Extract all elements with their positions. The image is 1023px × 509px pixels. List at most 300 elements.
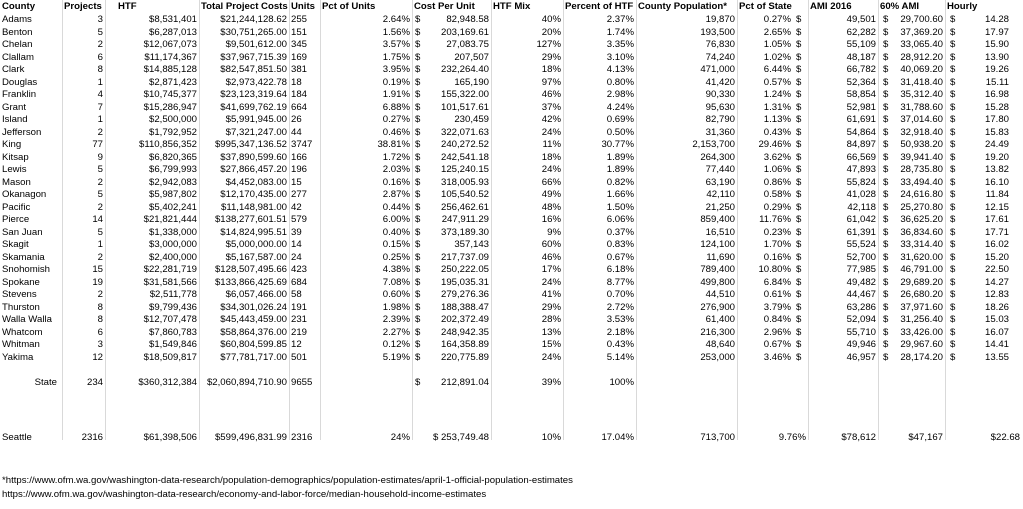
cell-60-ami[interactable]: 24,616.80 (900, 189, 943, 200)
cell-htf-mix[interactable]: 24% (541, 164, 561, 175)
cell-county-population[interactable]: 48,640 (705, 339, 735, 350)
cell-units[interactable]: 423 (291, 264, 308, 275)
cell-pct-of-units[interactable]: 0.60% (382, 289, 410, 300)
cell-hourly[interactable]: 13.55 (984, 351, 1009, 363)
cell-pct-of-state[interactable]: 0.16% (763, 251, 791, 263)
header-pct-of-units[interactable]: Pct of Units (322, 1, 376, 12)
cell-projects[interactable]: 1 (97, 76, 103, 88)
cell-htf[interactable]: $15,286,947 (143, 101, 197, 113)
cell-total-project-costs[interactable]: $27,866,457.20 (220, 164, 287, 175)
cell-county-population[interactable]: 19,870 (705, 14, 735, 25)
cell-hourly[interactable]: 13.82 (984, 164, 1009, 175)
seattle-cost-per-unit[interactable]: $ 253,749.48 (432, 432, 489, 443)
cell-projects[interactable]: 8 (97, 314, 103, 325)
cell-percent-of-htf[interactable]: 30.77% (601, 139, 634, 150)
cell-hourly[interactable]: 17.80 (984, 114, 1009, 125)
cell-htf[interactable]: $8,531,401 (148, 14, 197, 25)
cell-hourly[interactable]: 16.10 (984, 176, 1009, 188)
cell-htf[interactable]: $12,707,478 (143, 314, 197, 325)
cell-units[interactable]: 166 (291, 151, 308, 163)
cell-pct-of-units[interactable]: 5.19% (382, 351, 410, 363)
cell-units[interactable]: 58 (291, 289, 302, 300)
cell-pct-of-units[interactable]: 2.39% (382, 314, 410, 325)
cell-total-project-costs[interactable]: $133,866,425.69 (214, 276, 287, 288)
seattle-htf-mix[interactable]: 10% (541, 432, 561, 443)
cell-ami-2016[interactable]: 58,854 (846, 89, 876, 100)
cell-county-population[interactable]: 76,830 (705, 39, 735, 50)
cell-cost-per-unit[interactable]: 105,540.52 (440, 189, 489, 200)
cell-pct-of-state[interactable]: 0.29% (763, 201, 791, 213)
cell-htf-mix[interactable]: 40% (541, 14, 561, 25)
cell-hourly[interactable]: 19.20 (984, 151, 1009, 163)
cell-projects[interactable]: 1 (97, 239, 103, 250)
cell-htf[interactable]: $1,338,000 (148, 226, 197, 238)
cell-units[interactable]: 15 (291, 176, 302, 188)
cell-htf-mix[interactable]: 42% (541, 114, 561, 125)
cell-ami-2016[interactable]: 77,985 (846, 264, 876, 275)
cell-projects[interactable]: 6 (97, 51, 103, 63)
cell-cost-per-unit[interactable]: 279,276.36 (440, 289, 489, 300)
cell-pct-of-units[interactable]: 0.15% (382, 239, 410, 250)
cell-projects[interactable]: 1 (97, 114, 103, 125)
cell-ami-2016[interactable]: 52,981 (846, 101, 876, 113)
cell-units[interactable]: 26 (291, 114, 302, 125)
cell-units[interactable]: 42 (291, 201, 302, 213)
cell-pct-of-units[interactable]: 1.56% (382, 26, 410, 38)
cell-pct-of-state[interactable]: 0.43% (763, 126, 791, 138)
cell-hourly[interactable]: 15.03 (984, 314, 1009, 325)
cell-units[interactable]: 579 (291, 214, 308, 225)
cell-percent-of-htf[interactable]: 3.53% (606, 314, 634, 325)
header-percent-of-htf[interactable]: Percent of HTF (565, 1, 634, 12)
cell-total-project-costs[interactable]: $9,501,612.00 (225, 39, 287, 50)
cell-total-project-costs[interactable]: $45,443,459.00 (220, 314, 287, 325)
cell-60-ami[interactable]: 31,418.40 (900, 76, 943, 88)
cell-cost-per-unit[interactable]: 165,190 (454, 76, 489, 88)
header-units[interactable]: Units (291, 1, 315, 12)
cell-total-project-costs[interactable]: $5,991,945.00 (225, 114, 287, 125)
cell-hourly[interactable]: 13.90 (984, 51, 1009, 63)
cell-county-population[interactable]: 276,900 (700, 301, 735, 313)
cell-htf-mix[interactable]: 97% (541, 76, 561, 88)
cell-pct-of-units[interactable]: 2.03% (382, 164, 410, 175)
cell-projects[interactable]: 5 (97, 164, 103, 175)
cell-units[interactable]: 345 (291, 39, 308, 50)
cell-units[interactable]: 684 (291, 276, 308, 288)
cell-county-population[interactable]: 90,330 (705, 89, 735, 100)
cell-units[interactable]: 219 (291, 326, 308, 338)
cell-hourly[interactable]: 16.98 (984, 89, 1009, 100)
cell-pct-of-state[interactable]: 1.06% (763, 164, 791, 175)
cell-cost-per-unit[interactable]: 373,189.30 (440, 226, 489, 238)
cell-htf[interactable]: $2,871,423 (148, 76, 197, 88)
cell-pct-of-state[interactable]: 3.46% (763, 351, 791, 363)
cell-60-ami[interactable]: 31,788.60 (900, 101, 943, 113)
cell-percent-of-htf[interactable]: 6.18% (606, 264, 634, 275)
cell-pct-of-state[interactable]: 1.24% (763, 89, 791, 100)
cell-htf[interactable]: $9,799,436 (148, 301, 197, 313)
cell-cost-per-unit[interactable]: 27,083.75 (446, 39, 489, 50)
cell-units[interactable]: 381 (291, 64, 308, 75)
cell-htf-mix[interactable]: 46% (541, 89, 561, 100)
cell-percent-of-htf[interactable]: 4.24% (606, 101, 634, 113)
cell-county-population[interactable]: 2,153,700 (692, 139, 735, 150)
cell-cost-per-unit[interactable]: 155,322.00 (440, 89, 489, 100)
cell-units[interactable]: 14 (291, 239, 302, 250)
cell-pct-of-units[interactable]: 0.16% (382, 176, 410, 188)
header-cost-per-unit[interactable]: Cost Per Unit (414, 1, 475, 12)
cell-pct-of-units[interactable]: 2.87% (382, 189, 410, 200)
cell-county[interactable]: King (2, 139, 22, 150)
cell-county-population[interactable]: 82,790 (705, 114, 735, 125)
cell-county-population[interactable]: 16,510 (705, 226, 735, 238)
cell-total-project-costs[interactable]: $7,321,247.00 (225, 126, 287, 138)
cell-county[interactable]: Grant (2, 101, 26, 113)
cell-units[interactable]: 151 (291, 26, 308, 38)
cell-projects[interactable]: 7 (97, 101, 103, 113)
cell-ami-2016[interactable]: 55,524 (846, 239, 876, 250)
cell-60-ami[interactable]: 37,014.60 (900, 114, 943, 125)
cell-pct-of-state[interactable]: 0.58% (763, 189, 791, 200)
cell-county[interactable]: Whitman (2, 339, 40, 350)
cell-pct-of-state[interactable]: 6.84% (763, 276, 791, 288)
seattle-population[interactable]: 713,700 (700, 432, 735, 443)
cell-pct-of-units[interactable]: 38.81% (377, 139, 410, 150)
cell-percent-of-htf[interactable]: 2.37% (606, 14, 634, 25)
cell-pct-of-state[interactable]: 0.84% (763, 314, 791, 325)
cell-projects[interactable]: 3 (97, 339, 103, 350)
cell-cost-per-unit[interactable]: 242,541.18 (440, 151, 489, 163)
cell-pct-of-state[interactable]: 0.57% (763, 76, 791, 88)
header-hourly[interactable]: Hourly (947, 1, 978, 12)
cell-county[interactable]: Mason (2, 176, 31, 188)
cell-county-population[interactable]: 74,240 (705, 51, 735, 63)
cell-ami-2016[interactable]: 54,864 (846, 126, 876, 138)
cell-percent-of-htf[interactable]: 0.43% (606, 339, 634, 350)
cell-htf[interactable]: $6,799,993 (148, 164, 197, 175)
cell-percent-of-htf[interactable]: 0.70% (606, 289, 634, 300)
cell-total-project-costs[interactable]: $128,507,495.66 (214, 264, 287, 275)
cell-cost-per-unit[interactable]: 232,264.40 (440, 64, 489, 75)
cell-county-population[interactable]: 31,360 (705, 126, 735, 138)
cell-hourly[interactable]: 11.84 (985, 189, 1009, 200)
seattle-projects[interactable]: 2316 (81, 432, 103, 443)
cell-ami-2016[interactable]: 49,501 (846, 14, 876, 25)
state-htf[interactable]: $360,312,384 (138, 377, 197, 388)
cell-county-population[interactable]: 41,420 (705, 76, 735, 88)
cell-htf-mix[interactable]: 127% (536, 39, 561, 50)
cell-htf[interactable]: $5,402,241 (148, 201, 197, 213)
cell-county[interactable]: Yakima (2, 351, 34, 363)
cell-percent-of-htf[interactable]: 0.83% (606, 239, 634, 250)
cell-projects[interactable]: 12 (92, 351, 103, 363)
seattle-hourly[interactable]: $22.68 (990, 432, 1020, 443)
cell-60-ami[interactable]: 46,791.00 (900, 264, 943, 275)
cell-60-ami[interactable]: 36,834.60 (900, 226, 943, 238)
cell-projects[interactable]: 2 (97, 251, 103, 263)
cell-60-ami[interactable]: 33,065.40 (900, 39, 943, 50)
cell-pct-of-state[interactable]: 2.65% (763, 26, 791, 38)
cell-pct-of-state[interactable]: 0.61% (763, 289, 791, 300)
cell-county[interactable]: Spokane (2, 276, 40, 288)
cell-htf-mix[interactable]: 28% (541, 314, 561, 325)
cell-cost-per-unit[interactable]: 322,071.63 (440, 126, 489, 138)
seattle-units[interactable]: 2316 (291, 432, 313, 443)
cell-htf-mix[interactable]: 17% (541, 264, 561, 275)
cell-60-ami[interactable]: 35,312.40 (900, 89, 943, 100)
cell-cost-per-unit[interactable]: 207,507 (454, 51, 489, 63)
cell-percent-of-htf[interactable]: 0.50% (606, 126, 634, 138)
seattle-total-project-costs[interactable]: $599,496,831.99 (214, 432, 287, 443)
cell-60-ami[interactable]: 26,680.20 (900, 289, 943, 300)
cell-60-ami[interactable]: 31,256.40 (900, 314, 943, 325)
cell-hourly[interactable]: 16.07 (984, 326, 1009, 338)
cell-projects[interactable]: 8 (97, 64, 103, 75)
state-cost-per-unit[interactable]: 212,891.04 (440, 377, 489, 388)
cell-htf[interactable]: $1,549,846 (148, 339, 197, 350)
cell-60-ami[interactable]: 25,270.80 (900, 201, 943, 213)
cell-total-project-costs[interactable]: $14,824,995.51 (220, 226, 287, 238)
cell-total-project-costs[interactable]: $77,781,717.00 (220, 351, 287, 363)
cell-htf-mix[interactable]: 29% (541, 51, 561, 63)
cell-hourly[interactable]: 14.28 (984, 14, 1009, 25)
header-total-project-costs[interactable]: Total Project Costs (201, 1, 288, 12)
cell-htf[interactable]: $2,500,000 (148, 114, 197, 125)
cell-htf[interactable]: $2,400,000 (148, 251, 197, 263)
cell-htf-mix[interactable]: 29% (541, 301, 561, 313)
header-htf-mix[interactable]: HTF Mix (493, 1, 531, 12)
cell-hourly[interactable]: 19.26 (984, 64, 1009, 75)
cell-60-ami[interactable]: 31,620.00 (900, 251, 943, 263)
cell-hourly[interactable]: 17.97 (984, 26, 1009, 38)
cell-60-ami[interactable]: 39,941.40 (900, 151, 943, 163)
cell-units[interactable]: 191 (291, 301, 308, 313)
cell-county-population[interactable]: 77,440 (705, 164, 735, 175)
cell-units[interactable]: 501 (291, 351, 308, 363)
cell-pct-of-units[interactable]: 0.44% (382, 201, 410, 213)
cell-projects[interactable]: 19 (92, 276, 103, 288)
state-htf-mix[interactable]: 39% (541, 377, 561, 388)
state-units[interactable]: 9655 (291, 377, 313, 388)
cell-county[interactable]: Lewis (2, 164, 27, 175)
cell-county-population[interactable]: 193,500 (700, 26, 735, 38)
cell-hourly[interactable]: 17.71 (984, 226, 1009, 238)
cell-hourly[interactable]: 16.02 (984, 239, 1009, 250)
cell-county[interactable]: Skagit (2, 239, 29, 250)
cell-total-project-costs[interactable]: $5,000,000.00 (225, 239, 287, 250)
cell-total-project-costs[interactable]: $995,347,136.52 (214, 139, 287, 150)
cell-pct-of-units[interactable]: 1.72% (382, 151, 410, 163)
cell-htf[interactable]: $21,821,444 (143, 214, 197, 225)
cell-units[interactable]: 39 (291, 226, 302, 238)
cell-cost-per-unit[interactable]: 217,737.09 (440, 251, 489, 263)
cell-60-ami[interactable]: 29,700.60 (900, 14, 943, 25)
cell-60-ami[interactable]: 33,494.40 (900, 176, 943, 188)
header-pct-of-state[interactable]: Pct of State (739, 1, 792, 12)
cell-htf-mix[interactable]: 46% (541, 251, 561, 263)
cell-pct-of-state[interactable]: 3.79% (763, 301, 791, 313)
cell-county[interactable]: Franklin (2, 89, 37, 100)
cell-hourly[interactable]: 15.20 (984, 251, 1009, 263)
cell-htf[interactable]: $1,792,952 (148, 126, 197, 138)
cell-total-project-costs[interactable]: $12,170,435.00 (220, 189, 287, 200)
cell-hourly[interactable]: 15.28 (984, 101, 1009, 113)
cell-pct-of-state[interactable]: 1.02% (763, 51, 791, 63)
cell-units[interactable]: 184 (291, 89, 308, 100)
cell-percent-of-htf[interactable]: 0.82% (606, 176, 634, 188)
cell-total-project-costs[interactable]: $21,244,128.62 (220, 14, 287, 25)
cell-county[interactable]: Clallam (2, 51, 34, 63)
cell-ami-2016[interactable]: 84,897 (846, 139, 876, 150)
cell-ami-2016[interactable]: 44,467 (846, 289, 876, 300)
cell-htf[interactable]: $10,745,377 (143, 89, 197, 100)
cell-total-project-costs[interactable]: $37,890,599.60 (220, 151, 287, 163)
cell-pct-of-units[interactable]: 0.25% (382, 251, 410, 263)
cell-cost-per-unit[interactable]: 188,388.47 (440, 301, 489, 313)
cell-projects[interactable]: 2 (97, 39, 103, 50)
cell-pct-of-units[interactable]: 2.27% (382, 326, 410, 338)
cell-pct-of-state[interactable]: 1.13% (763, 114, 791, 125)
cell-pct-of-units[interactable]: 1.75% (382, 51, 410, 63)
cell-hourly[interactable]: 15.83 (984, 126, 1009, 138)
cell-ami-2016[interactable]: 55,824 (846, 176, 876, 188)
cell-htf-mix[interactable]: 49% (541, 189, 561, 200)
cell-percent-of-htf[interactable]: 0.37% (606, 226, 634, 238)
cell-units[interactable]: 196 (291, 164, 308, 175)
cell-county-population[interactable]: 61,400 (705, 314, 735, 325)
cell-60-ami[interactable]: 37,369.20 (900, 26, 943, 38)
cell-htf-mix[interactable]: 41% (541, 289, 561, 300)
cell-ami-2016[interactable]: 41,028 (846, 189, 876, 200)
cell-total-project-costs[interactable]: $2,973,422.78 (225, 76, 287, 88)
seattle-60-ami[interactable]: $47,167 (908, 432, 943, 443)
seattle-label[interactable]: Seattle (2, 432, 32, 443)
cell-ami-2016[interactable]: 63,286 (846, 301, 876, 313)
header-htf[interactable]: HTF (118, 1, 137, 12)
cell-ami-2016[interactable]: 46,957 (846, 351, 876, 363)
cell-htf-mix[interactable]: 11% (542, 139, 561, 150)
header-county[interactable]: County (2, 1, 36, 12)
cell-projects[interactable]: 3 (97, 14, 103, 25)
cell-60-ami[interactable]: 28,912.20 (900, 51, 943, 63)
cell-county-population[interactable]: 44,510 (705, 289, 735, 300)
cell-pct-of-units[interactable]: 0.12% (382, 339, 410, 350)
state-label[interactable]: State (34, 377, 57, 388)
cell-percent-of-htf[interactable]: 2.72% (606, 301, 634, 313)
cell-hourly[interactable]: 24.49 (984, 139, 1009, 150)
seattle-htf[interactable]: $61,398,506 (143, 432, 197, 443)
cell-county-population[interactable]: 499,800 (700, 276, 735, 288)
seattle-pct-of-units[interactable]: 24% (390, 432, 410, 443)
cell-htf[interactable]: $2,511,778 (149, 289, 197, 300)
cell-county[interactable]: Douglas (2, 76, 38, 88)
cell-percent-of-htf[interactable]: 1.50% (606, 201, 634, 213)
cell-pct-of-state[interactable]: 10.80% (758, 264, 791, 275)
cell-ami-2016[interactable]: 49,946 (846, 339, 876, 350)
cell-percent-of-htf[interactable]: 0.69% (606, 114, 634, 125)
cell-total-project-costs[interactable]: $5,167,587.00 (225, 251, 287, 263)
cell-county[interactable]: Okanagon (2, 189, 47, 200)
cell-county[interactable]: Stevens (2, 289, 37, 300)
cell-htf-mix[interactable]: 20% (541, 26, 561, 38)
cell-ami-2016[interactable]: 48,187 (846, 51, 876, 63)
cell-cost-per-unit[interactable]: 220,775.89 (440, 351, 489, 363)
cell-cost-per-unit[interactable]: 101,517.61 (440, 101, 489, 113)
cell-60-ami[interactable]: 29,967.60 (900, 339, 943, 350)
cell-pct-of-state[interactable]: 0.86% (763, 176, 791, 188)
cell-pct-of-state[interactable]: 3.62% (763, 151, 791, 163)
cell-percent-of-htf[interactable]: 5.14% (606, 351, 634, 363)
cell-pct-of-state[interactable]: 0.23% (763, 226, 791, 238)
cell-county[interactable]: Chelan (2, 39, 33, 50)
cell-projects[interactable]: 5 (97, 189, 103, 200)
cell-percent-of-htf[interactable]: 2.98% (606, 89, 634, 100)
cell-county[interactable]: San Juan (2, 226, 43, 238)
cell-htf[interactable]: $6,287,013 (148, 26, 197, 38)
cell-projects[interactable]: 4 (97, 89, 103, 100)
cell-cost-per-unit[interactable]: 82,948.58 (446, 14, 489, 25)
cell-pct-of-units[interactable]: 1.91% (382, 89, 410, 100)
cell-cost-per-unit[interactable]: 247,911.29 (441, 214, 489, 225)
cell-county-population[interactable]: 789,400 (700, 264, 735, 275)
cell-cost-per-unit[interactable]: 256,462.61 (440, 201, 489, 213)
cell-hourly[interactable]: 14.27 (984, 276, 1009, 288)
cell-units[interactable]: 3747 (291, 139, 313, 150)
cell-ami-2016[interactable]: 62,282 (846, 26, 876, 38)
cell-county[interactable]: Pacific (2, 201, 31, 213)
cell-projects[interactable]: 77 (92, 139, 103, 150)
cell-pct-of-units[interactable]: 3.95% (382, 64, 410, 75)
cell-htf[interactable]: $12,067,073 (143, 39, 197, 50)
cell-hourly[interactable]: 17.61 (984, 214, 1009, 225)
cell-total-project-costs[interactable]: $82,547,851.50 (220, 64, 287, 75)
cell-percent-of-htf[interactable]: 4.13% (606, 64, 634, 75)
cell-total-project-costs[interactable]: $11,148,981.00 (221, 201, 287, 213)
footnote-income-source[interactable]: https://www.ofm.wa.gov/washington-data-research/economy-and-labor-force/median-household-income-estimates (2, 489, 487, 500)
cell-cost-per-unit[interactable]: 318,005.93 (440, 176, 489, 188)
cell-county-population[interactable]: 63,190 (705, 176, 735, 188)
cell-county-population[interactable]: 95,630 (705, 101, 735, 113)
cell-county[interactable]: Kitsap (2, 151, 29, 163)
state-total-project-costs[interactable]: $2,060,894,710.90 (206, 377, 287, 388)
cell-ami-2016[interactable]: 61,042 (846, 214, 876, 225)
cell-percent-of-htf[interactable]: 8.77% (606, 276, 634, 288)
cell-projects[interactable]: 14 (92, 214, 103, 225)
cell-percent-of-htf[interactable]: 0.67% (606, 251, 634, 263)
cell-total-project-costs[interactable]: $4,452,083.00 (225, 176, 287, 188)
cell-total-project-costs[interactable]: $23,123,319.64 (220, 89, 287, 100)
cell-county-population[interactable]: 11,690 (706, 251, 735, 263)
cell-pct-of-units[interactable]: 0.46% (382, 126, 410, 138)
cell-ami-2016[interactable]: 61,691 (846, 114, 876, 125)
cell-pct-of-state[interactable]: 11.76% (759, 214, 791, 225)
cell-60-ami[interactable]: 28,174.20 (900, 351, 943, 363)
cell-60-ami[interactable]: 33,314.40 (900, 239, 943, 250)
cell-percent-of-htf[interactable]: 1.66% (606, 189, 634, 200)
cell-pct-of-state[interactable]: 0.67% (763, 339, 791, 350)
cell-projects[interactable]: 9 (97, 151, 103, 163)
cell-cost-per-unit[interactable]: 203,169.61 (440, 26, 489, 38)
cell-projects[interactable]: 2 (97, 176, 103, 188)
cell-units[interactable]: 44 (291, 126, 302, 138)
cell-htf[interactable]: $6,820,365 (148, 151, 197, 163)
cell-hourly[interactable]: 15.11 (985, 76, 1009, 88)
cell-htf-mix[interactable]: 16% (541, 214, 561, 225)
cell-ami-2016[interactable]: 52,094 (846, 314, 876, 325)
cell-cost-per-unit[interactable]: 250,222.05 (440, 264, 489, 275)
cell-htf-mix[interactable]: 9% (547, 226, 561, 238)
cell-hourly[interactable]: 14.41 (984, 339, 1009, 350)
